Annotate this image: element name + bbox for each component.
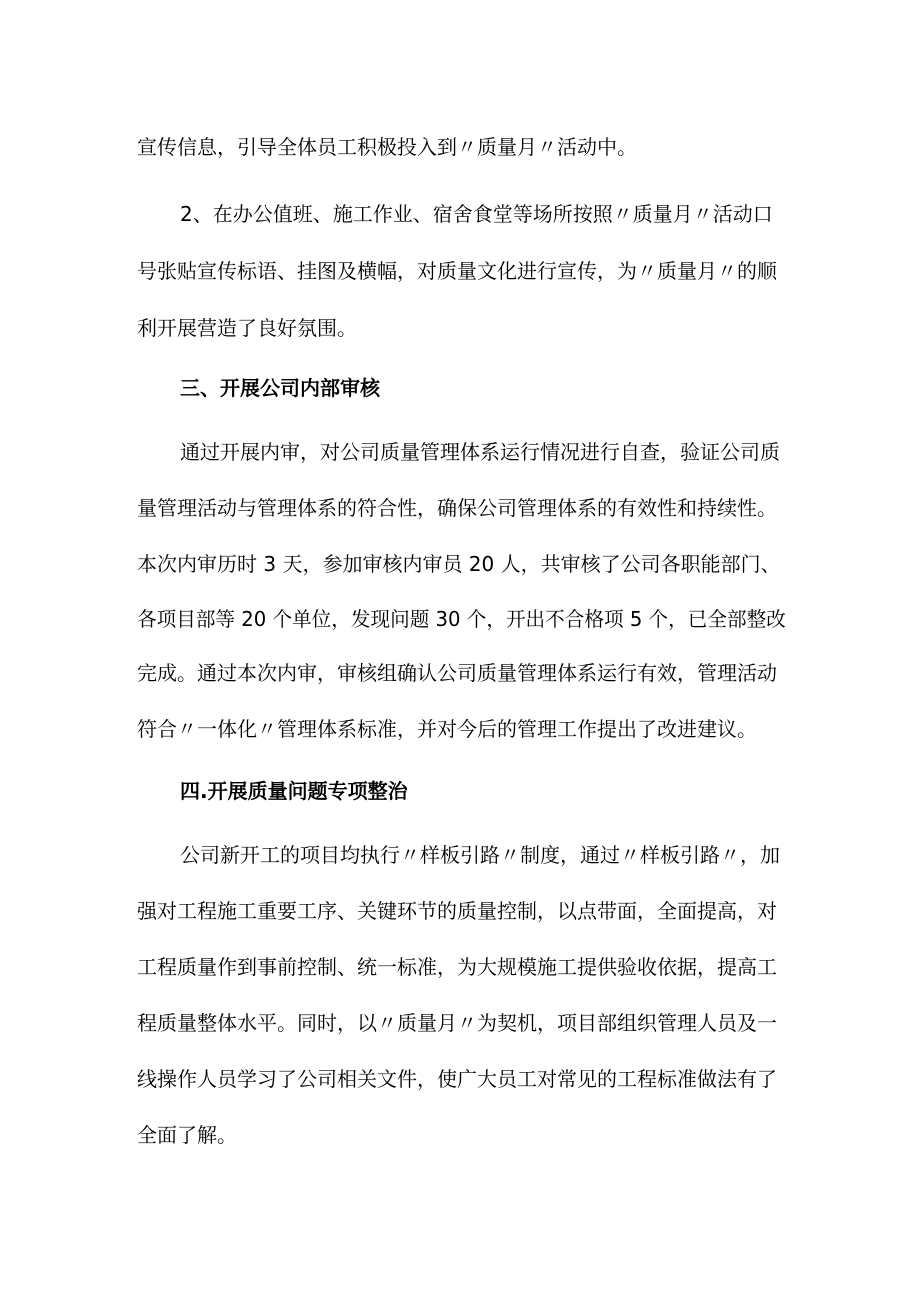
paragraph-line: 各项目部等 20 个单位，发现问题 30 个，开出不合格项 5 个，已全部整改 [137, 607, 786, 631]
paragraph-line: 号张贴宣传标语、挂图及横幅，对质量文化进行宣传，为〃质量月〃的顺 [137, 259, 777, 283]
paragraph-line: 公司新开工的项目均执行〃样板引路〃制度，通过〃样板引路〃，加 [180, 843, 780, 867]
paragraph-line: 量管理活动与管理体系的符合性，确保公司管理体系的有效性和持续性。 [137, 496, 777, 520]
paragraph-line: 完成。通过本次内审，审核组确认公司质量管理体系运行有效，管理活动 [137, 661, 777, 685]
paragraph-line: 工程质量作到事前控制、统一标准，为大规模施工提供验收依据，提高工 [137, 955, 777, 979]
paragraph-line: 本次内审历时 3 天，参加审核内审员 20 人，共审核了公司各职能部门、 [137, 552, 781, 576]
paragraph-line: 程质量整体水平。同时，以〃质量月〃为契机，项目部组织管理人员及一 [137, 1011, 777, 1035]
paragraph-line: 线操作人员学习了公司相关文件，使广大员工对常见的工程标准做法有了 [137, 1067, 777, 1091]
paragraph-line: 强对工程施工重要工序、关键环节的质量控制，以点带面，全面提高，对 [137, 899, 777, 923]
section-heading: 四.开展质量问题专项整治 [180, 779, 408, 803]
paragraph-line: 符合〃一体化〃管理体系标准，并对今后的管理工作提出了改进建议。 [137, 717, 757, 741]
paragraph-line: 2、在办公值班、施工作业、宿舍食堂等场所按照〃质量月〃活动口 [180, 202, 773, 226]
paragraph-line: 利开展营造了良好氛围。 [137, 316, 357, 340]
section-heading: 三、开展公司内部审核 [180, 376, 380, 400]
paragraph-line: 宣传信息，引导全体员工积极投入到〃质量月〃活动中。 [137, 135, 637, 159]
paragraph-line: 全面了解。 [137, 1123, 237, 1147]
paragraph-line: 通过开展内审，对公司质量管理体系运行情况进行自查，验证公司质 [180, 440, 780, 464]
